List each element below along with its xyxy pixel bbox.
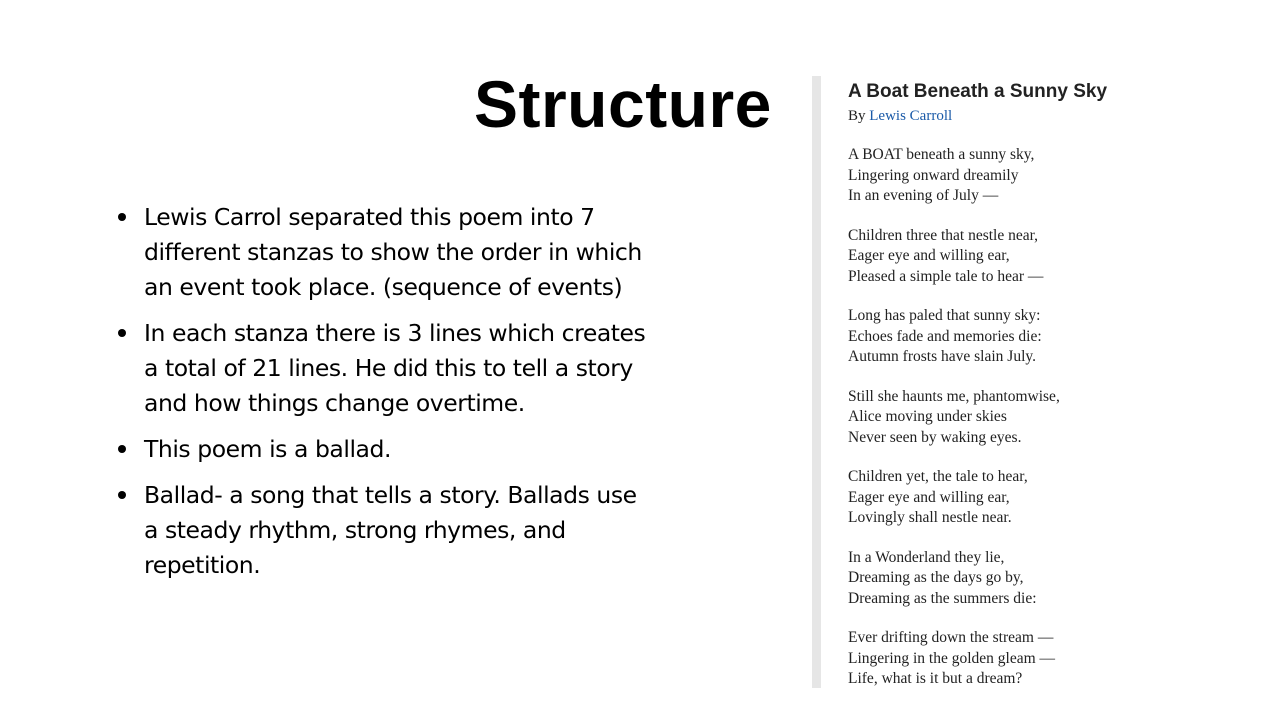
poem-line: Alice moving under skies — [848, 408, 1007, 425]
bullet-item — [116, 478, 656, 583]
bullet-item — [116, 432, 656, 467]
poem-border — [812, 76, 821, 688]
bullet-item — [116, 200, 656, 305]
bullet-item — [116, 316, 656, 421]
poem-line: Eager eye and willing ear, — [848, 247, 1010, 264]
poem-line: Lingering onward dreamily — [848, 166, 1019, 184]
poem-title: A Boat Beneath a Sunny Sky — [848, 81, 1108, 102]
bullet-list — [116, 200, 656, 594]
poem-byline — [848, 106, 1188, 126]
poem-line: Children yet, the tale to hear, — [848, 468, 1028, 485]
poem-line: In a Wonderland they lie, — [848, 548, 1005, 566]
bullet-dot-icon — [118, 445, 126, 453]
bullet-text: Lewis Carrol separated this poem into 7 different stanzas to show the order in which an event took place. (sequence of events) — [144, 203, 642, 301]
bullet-text: This poem is a ballad. — [144, 435, 391, 463]
stanza — [848, 145, 1188, 207]
stanza — [848, 306, 1188, 368]
slide-title: Structure — [474, 67, 772, 141]
poem-author-link[interactable]: Lewis Carroll — [869, 108, 953, 124]
poem-line: Lingering in the golden gleam — — [848, 649, 1056, 667]
bullet-dot-icon — [118, 491, 126, 499]
stanza — [848, 226, 1188, 288]
poem-line: Children three that nestle near, — [848, 226, 1039, 244]
poem-line: In an evening of July — — [848, 187, 999, 204]
poem-image — [812, 76, 1192, 688]
poem-text — [848, 80, 1188, 690]
stanza — [848, 467, 1188, 529]
poem-line: Ever drifting down the stream — — [848, 629, 1054, 646]
poem-line: Pleased a simple tale to hear — — [848, 267, 1044, 285]
bullet-text: Ballad- a song that tells a story. Ballads use a steady rhythm, strong rhymes, and repetition. — [144, 481, 637, 579]
poem-line: Long has paled that sunny sky: — [848, 307, 1041, 324]
poem-line: Never seen by waking eyes. — [848, 428, 1022, 446]
poem-line: Life, what is it but a dream? — [848, 670, 1023, 687]
bullet-text: In each stanza there is 3 lines which creates a total of 21 lines. He did this to tell a story and how things change overtime. — [144, 319, 646, 417]
byline-prefix: By — [848, 108, 866, 124]
stanza — [848, 628, 1188, 690]
bullet-dot-icon — [118, 329, 126, 337]
poem-line: Still she haunts me, phantomwise, — [848, 387, 1060, 405]
poem-line: Dreaming as the days go by, — [848, 569, 1024, 586]
poem-line: Eager eye and willing ear, — [848, 488, 1010, 506]
poem-line: Echoes fade and memories die: — [848, 327, 1042, 345]
bullet-dot-icon — [118, 213, 126, 221]
stanza — [848, 548, 1188, 610]
poem-line: Autumn frosts have slain July. — [848, 348, 1036, 365]
stanza — [848, 387, 1188, 449]
poem-line: Lovingly shall nestle near. — [848, 509, 1012, 526]
poem-line: A BOAT beneath a sunny sky, — [848, 146, 1035, 163]
poem-line: Dreaming as the summers die: — [848, 589, 1037, 607]
